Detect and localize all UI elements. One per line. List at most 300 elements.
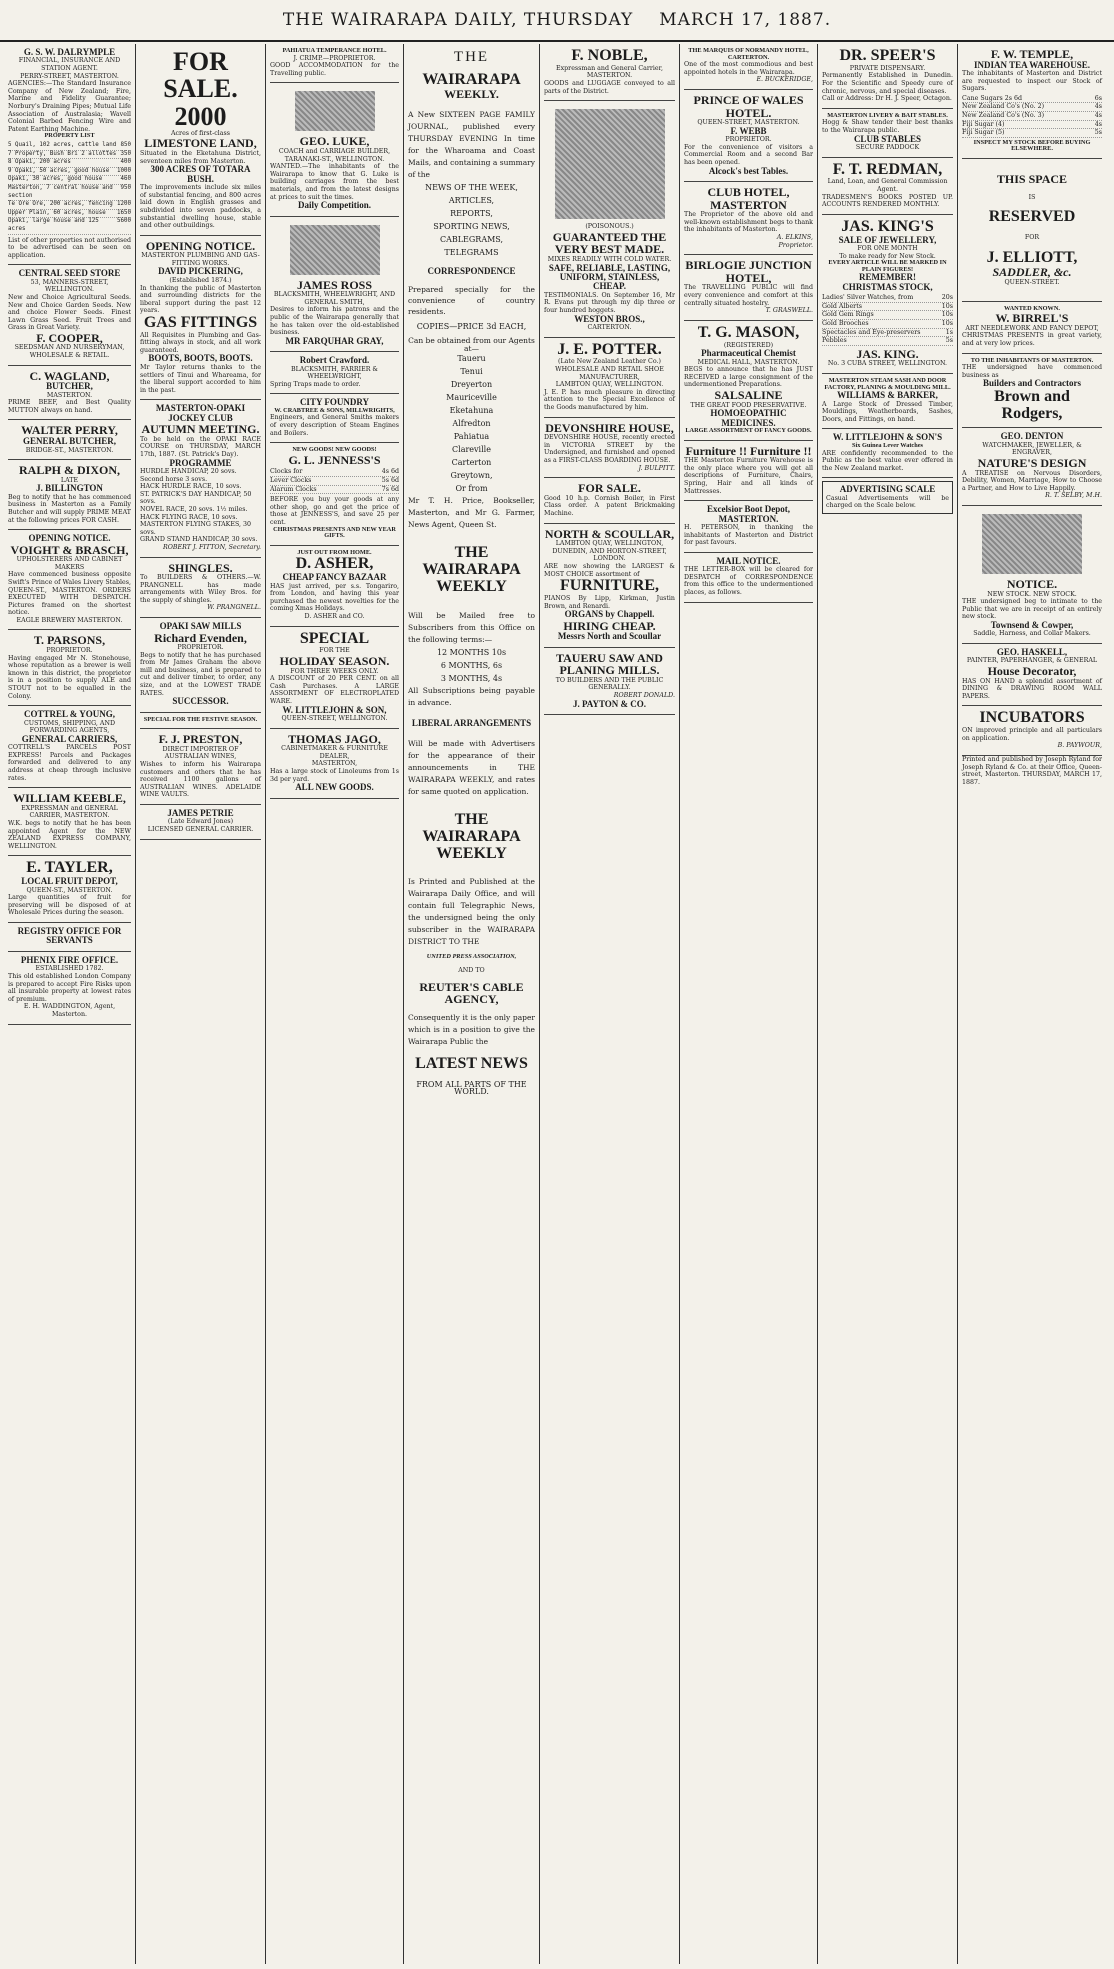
ad-text: Has a large stock of Linoleums from 1s 3d per yard. bbox=[270, 767, 399, 783]
list-item-label: Gold Gem Rings bbox=[822, 311, 874, 319]
ad-name: F. W. TEMPLE, bbox=[990, 47, 1074, 61]
ad-incubators bbox=[962, 706, 1102, 756]
ad-trade: Expressman and General Carrier, bbox=[556, 64, 663, 72]
weekly-andto: AND TO bbox=[458, 967, 485, 975]
ad-title: G. S. W. DALRYMPLE bbox=[23, 47, 116, 57]
ad-sub: FOR THE bbox=[319, 647, 350, 655]
ad-name: Townsend & Cowper, bbox=[990, 619, 1074, 630]
list-item-value: 460 bbox=[120, 176, 131, 183]
price-row bbox=[270, 468, 399, 477]
ad-sub: PROPRIETOR. bbox=[46, 647, 93, 655]
ad-text: The Proprietor of the above old and well-known establishment begs to thank the inhabitants of Masterton. bbox=[684, 211, 813, 234]
ad-ross bbox=[270, 217, 399, 353]
ad-title: BIRLOGIE JUNCTION HOTEL, bbox=[685, 258, 812, 285]
ad-note: List of other properties not authorised to be advertised can be seen on application. bbox=[8, 236, 131, 259]
ad-sub: AUTUMN MEETING. bbox=[141, 422, 260, 437]
ad-sub: PROPRIETOR. bbox=[725, 136, 772, 144]
weekly-item: SPORTING NEWS, bbox=[433, 221, 510, 231]
ad-name: JAMES PETRIE bbox=[167, 808, 234, 819]
ad-crawford bbox=[270, 352, 399, 394]
ad-remember: REMEMBER! bbox=[859, 272, 916, 283]
ad-name: Brown and Rodgers, bbox=[994, 387, 1070, 422]
ad-text: To make ready for New Stock. bbox=[839, 252, 936, 260]
masthead bbox=[0, 0, 1114, 42]
ad-text: THE LETTER-BOX will be cleared for DESPATCH of CORRESPONDENCE from this office to the undermentioned places, as follows. bbox=[684, 566, 813, 597]
ad-name: JAMES ROSS bbox=[296, 277, 373, 292]
ad-secretary: ROBERT J. FITTON, Secretary. bbox=[163, 543, 261, 551]
ad-text: Casual Advertisements will be charged on the Scale below. bbox=[826, 494, 949, 510]
agent-town: Dreyerton bbox=[450, 380, 493, 390]
ad-name: NORTH & SCOULLAR, bbox=[544, 526, 675, 541]
list-item-label: Lever Clocks bbox=[270, 477, 312, 485]
list-item-label: Opaki, large house and 125 acres bbox=[8, 218, 99, 232]
price-row bbox=[270, 477, 399, 486]
ad-head: EVERY ARTICLE WILL BE MARKED IN PLAIN FIGURES! bbox=[828, 259, 947, 273]
list-item-value: 350 bbox=[120, 150, 131, 157]
columns bbox=[4, 44, 1110, 1964]
ad-tail: ALL NEW GOODS. bbox=[295, 782, 374, 793]
ad-title: PHENIX FIRE OFFICE. bbox=[20, 954, 119, 965]
ad-mail-notice bbox=[684, 553, 813, 603]
price-list bbox=[822, 294, 953, 346]
ad-trade: COACH and CARRIAGE BUILDER, bbox=[278, 147, 391, 155]
ad-wagland bbox=[8, 366, 131, 421]
list-item-label: Gold Brooches bbox=[822, 320, 869, 328]
agent-town: Tenui bbox=[460, 367, 483, 377]
ad-sub: (Late Edward Jones) bbox=[167, 818, 234, 826]
property-row bbox=[8, 201, 131, 210]
price-row bbox=[822, 311, 953, 320]
weekly-head-2: THE WAIRARAPA WEEKLY bbox=[422, 544, 521, 595]
race-list bbox=[140, 468, 261, 544]
ad-trade: Pharmaceutical Chemist bbox=[701, 348, 796, 359]
ad-name: WALTER PERRY, bbox=[21, 423, 118, 438]
ad-text: Begs to notify that he has purchased from Mr James Graham the above mill and business, and is prepared to cut and deliver timber, to order, any size, and at the LOWEST TRADE RATES. bbox=[140, 651, 261, 697]
list-item-label: 8 Opaki, 200 acres bbox=[8, 159, 71, 166]
ad-name: GEO. LUKE, bbox=[299, 134, 370, 149]
ad-name: J. ELLIOTT, bbox=[986, 248, 1078, 266]
ad-gas-title: GAS FITTINGS bbox=[143, 313, 258, 331]
ad-text: HAS just arrived, per s.s. Tongariro, from London, and having this year purchased the newest novelties for the coming Xmas Holidays. bbox=[270, 582, 399, 613]
ad-text: One of the most commodious and best appointed hotels in the Wairarapa. bbox=[684, 61, 813, 76]
weekly-title: WEEKLY. bbox=[444, 87, 499, 102]
carriage-illustration-icon bbox=[295, 91, 375, 131]
ad-king bbox=[822, 215, 953, 374]
list-item-label: 7 Property, Bush Bri 2 allottes bbox=[8, 150, 117, 157]
ad-sub-2: HOLIDAY SEASON. bbox=[279, 654, 390, 668]
list-item-label: 5 Quail, 102 acres, cattle land bbox=[8, 141, 117, 148]
ad-preston bbox=[140, 729, 261, 805]
column-4 bbox=[404, 44, 540, 1964]
ad-line3: 300 ACRES OF TOTARA BUSH. bbox=[150, 164, 251, 184]
list-item-label: Gold Alberts bbox=[822, 302, 862, 310]
ad-club-hotel bbox=[684, 182, 813, 255]
list-item-value: 5s bbox=[1094, 129, 1102, 137]
ad-text: The inhabitants of Masterton and District are requested to inspect our Stock of Sugars. bbox=[962, 70, 1102, 93]
price-row bbox=[962, 95, 1102, 104]
ad-text: THE undersigned beg to intimate to the Public that we are in receipt of an entirely new stock. bbox=[962, 598, 1102, 621]
agent-town: Greytown, bbox=[450, 471, 493, 481]
ad-trade: PAINTER, PAPERHANGER, & GENERAL bbox=[966, 657, 1098, 665]
ad-keeble bbox=[8, 788, 131, 856]
ad-name: W. LITTLEJOHN & SON'S bbox=[832, 432, 943, 443]
weekly-item: TELEGRAMS bbox=[444, 247, 499, 257]
price-row bbox=[962, 129, 1102, 138]
ad-sub: NEW STOCK. NEW STOCK. bbox=[987, 590, 1077, 598]
ad-addr: 53, MANNERS-STREET, WELLINGTON. bbox=[30, 278, 109, 294]
ad-name: W. BIRREL'S bbox=[995, 311, 1069, 326]
ad-tail: EAGLE BREWERY MASTERTON. bbox=[16, 616, 123, 624]
ad-text: Engineers, and General Smiths makers of every description of Steam Engines and Boilers. bbox=[270, 414, 399, 437]
ad-addr-2: DUNEDIN, AND HORTON-STREET, LONDON. bbox=[552, 547, 667, 563]
ad-ralph bbox=[8, 460, 131, 530]
ad-addr: MEDICAL HALL, MASTERTON. bbox=[697, 358, 800, 366]
ad-title: SPECIAL FOR THE FESTIVE SEASON. bbox=[143, 715, 258, 723]
ad-trade: LOCAL FRUIT DEPOT, bbox=[21, 876, 118, 887]
ad-sheep-dip bbox=[544, 101, 675, 338]
price-row bbox=[822, 329, 953, 338]
list-item-value: 950 bbox=[120, 184, 131, 191]
weekly-item: NEWS OF THE WEEK, bbox=[425, 182, 518, 192]
ad-birlogie bbox=[684, 255, 813, 321]
ad-trade: ART NEEDLEWORK AND FANCY DEPOT, bbox=[965, 324, 1099, 332]
ad-name: A. ELKINS, bbox=[776, 234, 813, 241]
ad-text: Good 10 h.p. Cornish Boiler, in First Class order. A patent Brickmaking Machine. bbox=[544, 494, 675, 517]
ad-special bbox=[270, 627, 399, 729]
ad-text: TRADESMEN'S BOOKS POSTED UP. ACCOUNTS RENDERED MONTHLY. bbox=[822, 193, 953, 209]
ad-tail: CHRISTMAS PRESENTS AND NEW YEAR GIFTS. bbox=[273, 525, 396, 540]
column-6 bbox=[680, 44, 818, 1964]
ad-tolhurst: Mr Taylor returns thanks to the settlers of Tinui and Whareama, for the liberal support accorded to him in the past. bbox=[140, 363, 261, 394]
weekly-liberal: LIBERAL ARRANGEMENTS bbox=[411, 717, 532, 728]
ad-title: FOR SALE. bbox=[163, 47, 238, 104]
ad-brown-rodgers bbox=[962, 354, 1102, 429]
ad-salsaline-sub: THE GREAT FOOD PRESERVATIVE. bbox=[690, 401, 807, 409]
ad-text: ARE confidently recommended to the Public as the best value ever offered in the New Zealand market. bbox=[822, 449, 953, 472]
weekly-the: THE bbox=[453, 49, 490, 65]
weekly-items bbox=[408, 181, 535, 259]
ad-text: Large quantities of fruit for preserving will be disposed of at Wholesale Prices during the season. bbox=[8, 894, 131, 917]
property-row bbox=[8, 142, 131, 151]
price-row bbox=[822, 320, 953, 329]
ad-agent: E. H. WADDINGTON, Agent, Masterton. bbox=[23, 1003, 116, 1018]
list-item-value: 5s bbox=[945, 337, 953, 345]
ad-text: GOOD ACCOMMODATION for the Travelling public. bbox=[270, 62, 399, 77]
ad-name-2: MR FARQUHAR GRAY, bbox=[285, 335, 384, 346]
ad-name: JAS. KING'S bbox=[841, 217, 934, 235]
column-2 bbox=[136, 44, 266, 1964]
weekly-text-8: Consequently it is the only paper which is in a position to give the Wairarapa Public the bbox=[408, 1012, 535, 1046]
ad-addr: Saddle, Harness, and Collar Makers. bbox=[973, 630, 1091, 638]
ad-devonshire bbox=[544, 418, 675, 479]
list-item-value: 4s bbox=[1094, 120, 1102, 128]
ad-addr: BRIDGE-ST., MASTERTON. bbox=[25, 446, 114, 454]
ad-sub: (Late New Zealand Leather Co.) bbox=[558, 358, 661, 366]
list-item-label: Ladies' Silver Watches, from bbox=[822, 294, 914, 302]
ad-title: SHINGLES. bbox=[168, 560, 233, 575]
ad-north-scoullar bbox=[544, 524, 675, 648]
list-item-value: 6s bbox=[1094, 94, 1102, 102]
ad-text: Having engaged Mr N. Stonehouse, whose reputation as a brewer is well known in this district, the proprietor is in a position to supply ALE and STOUT not to be equalled in the Colony. bbox=[8, 654, 131, 700]
weekly-item: CABLEGRAMS, bbox=[439, 234, 504, 244]
list-item-value: 850 bbox=[120, 141, 131, 148]
list-item-label: New Zealand Co's (No. 2) bbox=[962, 103, 1045, 111]
ad-name: F. NOBLE, bbox=[571, 47, 648, 64]
ad-pianos: PIANOS By Lipp, Kirkman, Justin Brown, and Renardi. bbox=[544, 594, 675, 610]
ad-registry bbox=[8, 923, 131, 952]
ad-sub: TO BUILDERS AND THE PUBLIC GENERALLY. bbox=[555, 676, 664, 692]
weekly-upa: UNITED PRESS ASSOCIATION, bbox=[426, 953, 517, 961]
ad-trade: BLACKSMITH, FARRIER & WHEELWRIGHT, bbox=[290, 365, 379, 381]
ad-trade: SEEDSMAN AND NURSERYMAN, WHOLESALE & RETAIL. bbox=[14, 344, 125, 360]
ad-name: VOIGHT & BRASCH, bbox=[10, 542, 129, 557]
ad-text: Wishes to inform his Wairarapa customers and others that he has received 1100 gallons of AUSTRALIAN WINES. ADELAIDE WINE VAULTS. bbox=[140, 761, 261, 799]
ad-text: CHRISTMAS PRESENTS in great variety, and at very low prices. bbox=[962, 332, 1102, 347]
ad-trade: DIRECT IMPORTER OF AUSTRALIAN WINES, bbox=[162, 745, 239, 761]
ad-title: THE MARQUIS OF NORMANDY HOTEL, CARTERTON. bbox=[688, 47, 809, 61]
ad-littlejohn bbox=[822, 429, 953, 478]
ad-trade: UPHOLSTERERS AND CABINET MAKERS bbox=[16, 556, 123, 571]
imprint: Printed and published by Joseph Ryland for Joseph Ryland & Co. at their Office, Queen-street, Masterton. THURSDAY, MARCH 17, 1887. bbox=[962, 755, 1102, 786]
ad-taueru bbox=[544, 648, 675, 715]
ad-sub: Proprietor. bbox=[778, 241, 813, 249]
ad-head: NATURE'S DESIGN bbox=[977, 456, 1087, 470]
ad-text: Situated in the Eketahuna District, seventeen miles from Masterton. bbox=[140, 150, 261, 165]
weekly-text-3: Mr T. H. Price, Bookseller, Masterton, and Mr G. Farmer, News Agent, Queen St. bbox=[408, 496, 535, 530]
ad-redman bbox=[822, 158, 953, 215]
ad-trade: CABINETMAKER & FURNITURE DEALER, bbox=[281, 745, 388, 760]
ad-addr: LAMBTON QUAY, WELLINGTON, bbox=[555, 540, 664, 548]
ad-perry bbox=[8, 420, 131, 460]
agent-towns bbox=[408, 352, 535, 495]
saddle-illustration-icon bbox=[982, 514, 1082, 574]
ad-text: AGENCIES:—The Standard Insurance Company of New Zealand; Fire, Marine and Fidelity Guarantee; Norbury's Draining Pipes; Mutual Life Association of Australasia; Wavell Colonial Barbed Fencing Wire and Patent Earthing Machine. bbox=[8, 80, 131, 133]
ad-title: INCUBATORS bbox=[979, 709, 1085, 727]
ad-dalrymple bbox=[8, 44, 131, 265]
agent-town: Alfredton bbox=[452, 419, 491, 429]
ad-name: F. J. PRESTON, bbox=[158, 732, 243, 747]
ad-sign: R. T. SELBY, M.H. bbox=[1045, 492, 1102, 500]
weekly-corr: CORRESPONDENCE bbox=[427, 265, 516, 276]
ad-sign: J. PAYTON & CO. bbox=[572, 698, 647, 709]
ad-trade: BLACKSMITH, WHEELWRIGHT, AND GENERAL SMITH, bbox=[273, 291, 396, 306]
ad-boiler bbox=[544, 478, 675, 523]
ad-text: ON improved principle and all particulars on application. bbox=[962, 727, 1102, 742]
ad-sub-2: FOR ONE MONTH bbox=[857, 245, 918, 252]
ad-sign: Messrs North and Scoullar bbox=[557, 631, 662, 642]
list-item-label: New Zealand Co's (No. 3) bbox=[962, 112, 1045, 119]
ad-title: FOR SALE. bbox=[578, 481, 641, 496]
ad-title: CITY FOUNDRY bbox=[299, 397, 370, 408]
list-item-value: 400 bbox=[120, 159, 131, 166]
ad-text: Permanently Established in Dunedin. For the Scientific and Speedy cure of chronic, nervous, and special diseases. bbox=[822, 72, 953, 95]
price-row bbox=[962, 112, 1102, 121]
agent-town: Carterton bbox=[451, 458, 492, 468]
space-line-4: FOR bbox=[1024, 233, 1040, 241]
ad-addr: QUEEN-STREET, MASTERTON. bbox=[697, 119, 800, 127]
ad-title: PAHIATUA TEMPERANCE HOTEL. bbox=[282, 47, 387, 54]
agent-town: Eketahuna bbox=[449, 406, 494, 416]
space-line-3: RESERVED bbox=[988, 208, 1076, 226]
ad-noble bbox=[544, 44, 675, 101]
ad-shingles bbox=[140, 558, 261, 619]
ad-text: HAS ON HAND a splendid assortment of DINING & DRAWING ROOM WALL PAPERS. bbox=[962, 677, 1102, 700]
property-row bbox=[8, 218, 131, 234]
ad-furniture: FURNITURE, bbox=[559, 577, 660, 595]
ad-sub: CUSTOMS, SHIPPING, AND FORWARDING AGENTS, bbox=[23, 719, 116, 735]
weekly-text-7: Is Printed and Published at the Wairarapa Daily Office, and will contain full Telegraphic News, the undersigned being the only subscriber in the WAIRARAPA DISTRICT TO THE bbox=[408, 877, 535, 947]
property-row bbox=[8, 159, 131, 168]
list-item-label: Fiji Sugar (4) bbox=[962, 120, 1005, 128]
ad-sub: (REGISTERED) bbox=[723, 341, 774, 349]
ad-text: J. E. P. has much pleasure in directing attention to the Special Excellence of the Goods manufactured by him. bbox=[544, 388, 675, 412]
property-row bbox=[8, 176, 131, 185]
ad-mason bbox=[684, 321, 813, 441]
ad-name: W. LITTLEJOHN & SON, bbox=[282, 704, 387, 715]
ad-title: ADVERTISING SCALE bbox=[839, 484, 936, 495]
ad-trade: WATCHMAKER, JEWELLER, & ENGRAVER, bbox=[982, 441, 1082, 457]
ad-addr: No. 3 CUBA STREET, WELLINGTON. bbox=[827, 360, 948, 368]
ad-for-sale bbox=[140, 44, 261, 236]
ad-addr: QUEEN-ST., MASTERTON. bbox=[26, 886, 113, 894]
ad-text: H. PETERSON, in thanking the inhabitants of Masterton and District for past favours. bbox=[684, 524, 813, 547]
ad-sign: SECURE PADDOCK bbox=[855, 144, 920, 151]
ad-trade: WHOLESALE AND RETAIL SHOE MANUFACTURER, bbox=[555, 366, 664, 381]
ad-name: WILLIAM KEEBLE, bbox=[13, 791, 126, 806]
list-item-label: Te Ore Ore, 200 acres, fencing bbox=[8, 201, 113, 208]
ad-organs: ORGANS by Chappell. bbox=[564, 609, 655, 620]
ad-tayler bbox=[8, 856, 131, 923]
ad-title: DEVONSHIRE HOUSE, bbox=[545, 420, 674, 435]
ad-text: A Large Stock of Dressed Timber, Mouldings, Weatherboards, Sashes, Doors, and Fittings, on hand. bbox=[822, 400, 953, 423]
subscription-terms bbox=[408, 646, 535, 685]
ad-club: CLUB STABLES bbox=[853, 133, 922, 144]
ad-text: New and Choice Agricultural Seeds. New and Choice Garden Seeds. New and choice Flower Seeds. Finest Lawn Grass Seed. Fruit Trees and Grass in Great Variety. bbox=[8, 293, 131, 332]
ad-jockey-club bbox=[140, 400, 261, 557]
ad-evenden bbox=[140, 618, 261, 713]
sugar-price-list bbox=[962, 95, 1102, 138]
weekly-text-1: A New SIXTEEN PAGE FAMILY JOURNAL, published every THURSDAY EVENING In time for the Wharoama and Coast Mails, and containing a summary of the bbox=[408, 109, 535, 179]
ad-petrie bbox=[140, 805, 261, 840]
ad-sign: JAS. KING. bbox=[856, 346, 919, 361]
ad-sub: House Decorator, bbox=[987, 664, 1077, 678]
ad-reserved-space bbox=[962, 159, 1102, 302]
ad-text: ARE now showing the LARGEST & MOST CHOICE assortment of bbox=[544, 562, 675, 578]
ad-name: Richard Evenden, bbox=[154, 630, 247, 645]
ad-title: OPENING NOTICE. bbox=[145, 238, 256, 253]
list-item-value: 5600 bbox=[117, 218, 131, 225]
agent-town: Pahiatua bbox=[453, 432, 490, 442]
list-item-value: 20s bbox=[941, 294, 953, 302]
space-line-1: THIS SPACE bbox=[996, 172, 1068, 186]
ad-name: THOMAS JAGO, bbox=[288, 731, 381, 746]
weekly-paper: WAIRARAPA bbox=[422, 70, 521, 88]
ad-phenix bbox=[8, 952, 131, 1025]
ad-name: RALPH & DIXON, bbox=[19, 463, 120, 478]
ad-text: BEFORE you buy your goods at any other shop, go and get the price of those at JENNESS'S, and save 25 per cent. bbox=[270, 496, 399, 526]
ad-title: Furniture !! Furniture !! bbox=[685, 443, 812, 458]
ad-head: NEW GOODS! NEW GOODS! bbox=[292, 446, 377, 454]
ad-name: D. ASHER, bbox=[295, 555, 374, 573]
ad-name: C. WAGLAND, bbox=[29, 368, 110, 383]
weekly-item: ARTICLES, bbox=[448, 195, 495, 205]
ad-addr: QUEEN-STREET. bbox=[1004, 278, 1060, 286]
ad-weston: WESTON BROS., bbox=[574, 313, 645, 324]
ad-title: MASTERTON STEAM SASH AND DOOR FACTORY, PLANING & MOULDING MILL. bbox=[824, 377, 951, 391]
ad-jenness bbox=[270, 443, 399, 546]
price-list bbox=[270, 468, 399, 494]
subscription-term: 3 MONTHS, 4s bbox=[440, 673, 503, 683]
list-item-label: Opaki, 30 acres, good house bbox=[8, 176, 103, 183]
weekly-text-2: Prepared specially for the convenience of country residents. bbox=[408, 285, 535, 317]
ad-text: WANTED.—The inhabitants of the Wairarapa to know that G. Luke is building carriages from the best materials, and from the latest designs at prices to suit the times. bbox=[270, 163, 399, 201]
ad-name: T. GRASWELL. bbox=[765, 307, 813, 315]
ad-title: NOTICE. bbox=[1006, 576, 1058, 591]
price-row bbox=[822, 294, 953, 303]
price-row bbox=[270, 486, 399, 495]
ad-title: MASTERTON LIVERY & BAIT STABLES. bbox=[827, 111, 948, 119]
ad-name: J. BULPITT. bbox=[638, 464, 675, 472]
ad-excelsior bbox=[684, 501, 813, 553]
ad-advertising-scale bbox=[822, 481, 953, 514]
list-item-label: Cane Sugars 2s 6d bbox=[962, 94, 1023, 102]
ad-title: MASTERTON-OPAKI JOCKEY CLUB bbox=[155, 403, 246, 423]
ad-title: COTTREL & YOUNG, bbox=[24, 709, 115, 720]
ad-trade: EXPRESSMAN and GENERAL CARRIER, MASTERTON. bbox=[21, 804, 118, 820]
ad-jago bbox=[270, 729, 399, 799]
price-row bbox=[962, 121, 1102, 130]
ad-sub: PROPRIETOR. bbox=[177, 644, 224, 652]
ad-addr: QUEEN-STREET, WELLINGTON. bbox=[281, 715, 388, 722]
ad-name: T. G. MASON, bbox=[697, 323, 800, 341]
ad-successor: SUCCESSOR. bbox=[172, 696, 229, 707]
weekly-text-4: Will be Mailed free to Subscribers from this Office on the following terms:— bbox=[408, 610, 535, 644]
ad-text: To BUILDERS & OTHERS.—W. PRANGNELL has made arrangements with Wiley Bros. for the supply of shingles. bbox=[140, 574, 261, 604]
ad-parsons bbox=[8, 630, 131, 706]
ad-weston-town: CARTERTON. bbox=[587, 324, 632, 332]
ad-testimonials: TESTIMONIALS. On September 16, Mr R. Evans put through my dip three or four hundred hoggets. bbox=[544, 291, 675, 315]
ad-text: For the convenience of visitors a Commercial Room and a second Bar has been opened. bbox=[684, 143, 813, 166]
list-item-value: 1650 bbox=[117, 209, 131, 216]
ad-luke bbox=[270, 83, 399, 216]
column-7 bbox=[818, 44, 958, 1964]
list-item-label: Upper Plain, 60 acres, house bbox=[8, 209, 106, 216]
ad-text: Beg to notify that he has commenced business in Masterton as a Family Butcher and will supply PRIME MEAT at the following prices FOR CASH. bbox=[8, 493, 131, 524]
weekly-head-3: THE WAIRARAPA WEEKLY bbox=[422, 811, 521, 862]
ad-name: J. E. POTTER. bbox=[557, 340, 662, 358]
race-entry: HURDLE HANDICAP, 20 sovs. Second horse 3 sovs. bbox=[140, 467, 237, 483]
ad-text: DEVONSHIRE HOUSE, recently erected in VICTORIA STREET by the Undersigned, and furnished and opened as a FIRST-CLASS BOARDING HOUSE. bbox=[544, 434, 675, 464]
ad-voight bbox=[8, 530, 131, 630]
ad-trade: CHEAP FANCY BAZAAR bbox=[282, 572, 387, 583]
ad-sub: Builders and Contractors bbox=[982, 378, 1081, 389]
ad-festive bbox=[140, 713, 261, 730]
ad-title: REGISTRY OFFICE FOR SERVANTS bbox=[17, 926, 122, 946]
ad-title: CLUB HOTEL, MASTERTON bbox=[707, 185, 790, 212]
ad-town: MASTERTON. bbox=[46, 391, 93, 399]
ad-sign: D. ASHER and CO. bbox=[304, 613, 365, 621]
ad-text: THE Masterton Furniture Warehouse is the only place where you will get all descriptions of Furniture, Chairs, Spring, Hair and all kinds of Mattresses. bbox=[684, 457, 813, 495]
ad-sub: SALE OF JEWELLERY, bbox=[838, 234, 937, 245]
ad-pickering bbox=[140, 236, 261, 401]
ad-name: F. COOPER, bbox=[36, 330, 103, 345]
ad-title: PRINCE OF WALES HOTEL. bbox=[693, 93, 804, 120]
ad-title: GUARANTEED THE VERY BEST MADE. bbox=[552, 229, 667, 257]
paper-date: MARCH 17, 1887. bbox=[659, 10, 832, 30]
list-item-label: Fiji Sugar (5) bbox=[962, 129, 1005, 137]
ad-name: GEO. DENTON bbox=[1000, 431, 1064, 442]
ad-tail: GENERAL CARRIERS, bbox=[21, 733, 118, 744]
